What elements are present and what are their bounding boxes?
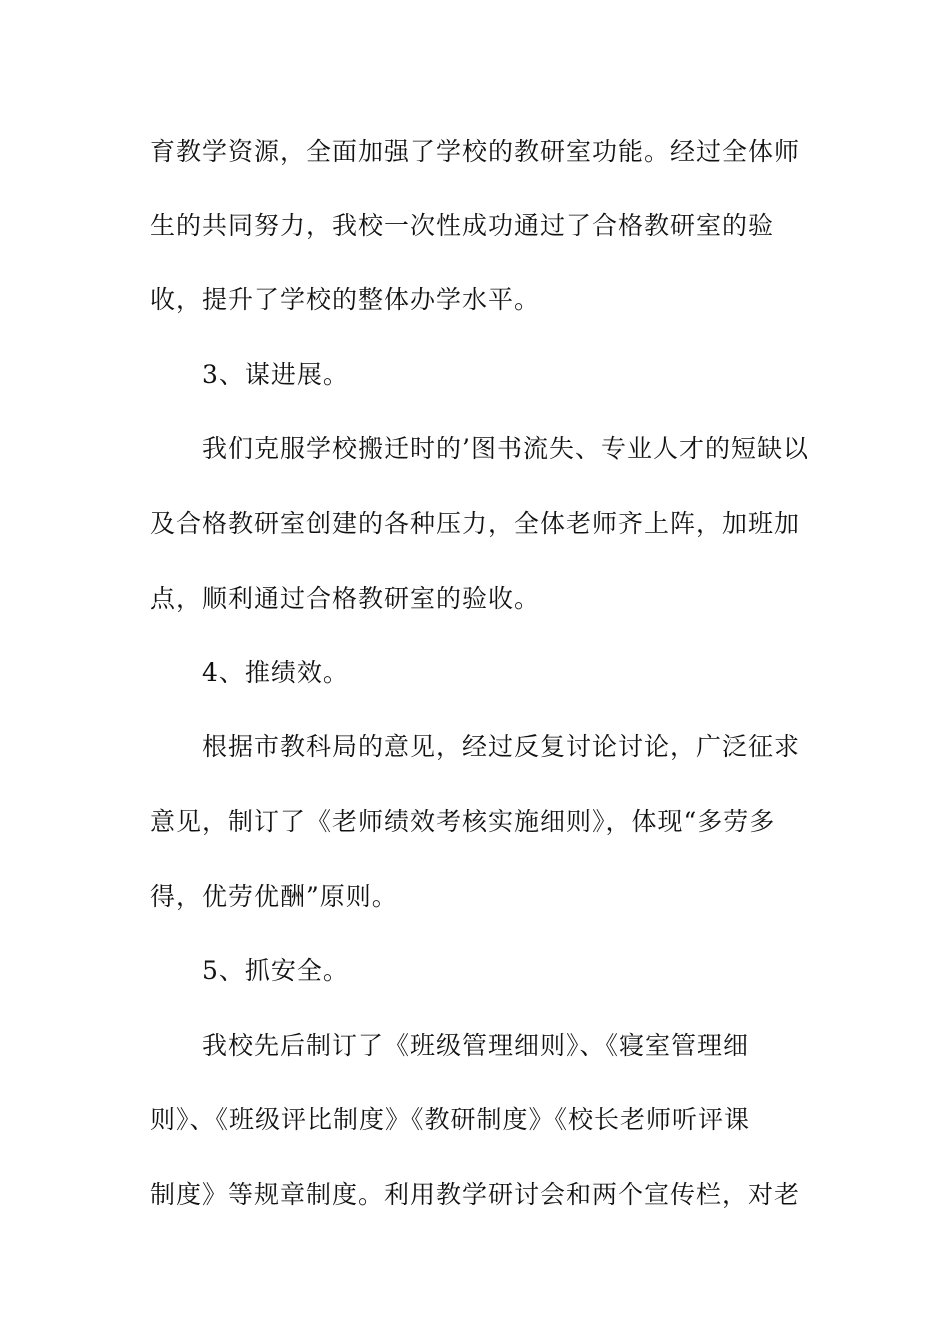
section-heading: 5、抓安全。 [202, 956, 349, 985]
paragraph-line: 育教学资源，全面加强了学校的教研室功能。经过全体师 [150, 137, 801, 166]
paragraph-line: 及合格教研室创建的各种压力，全体老师齐上阵，加班加 [150, 509, 801, 538]
paragraph-line: 我们克服学校搬迁时的’图书流失、专业人才的短缺以 [202, 434, 809, 463]
paragraph-line: 我校先后制订了《班级管理细则》、《寝室管理细 [202, 1031, 750, 1060]
paragraph-line: 制度》等规章制度。利用教学研讨会和两个宣传栏，对老 [150, 1180, 801, 1209]
paragraph-line: 得，优劳优酬”原则。 [150, 882, 398, 911]
paragraph-line: 意见，制订了《老师绩效考核实施细则》，体现“多劳多 [150, 807, 776, 836]
section-heading: 3、谋进展。 [202, 360, 349, 389]
paragraph-line: 生的共同努力，我校一次性成功通过了合格教研室的验 [150, 211, 775, 240]
paragraph-line: 收，提升了学校的整体办学水平。 [150, 285, 541, 314]
paragraph-line: 点，顺利通过合格教研室的验收。 [150, 584, 541, 613]
paragraph-line: 根据市教科局的意见，经过反复讨论讨论，广泛征求 [202, 732, 801, 761]
paragraph-line: 则》、《班级评比制度》《教研制度》《校长老师听评课 [150, 1105, 751, 1134]
section-heading: 4、推绩效。 [202, 658, 349, 687]
